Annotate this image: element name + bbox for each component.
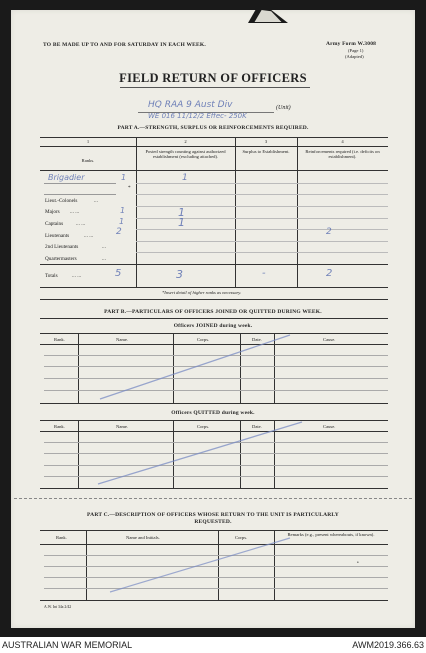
part-a-number-rule [40,146,388,147]
col-header-posted: Posted strength counting against authorized establishment (excluding attached). [145,149,226,160]
joined-col-rank: Rank. [54,337,65,342]
totals-estab: 5 [115,268,122,279]
part-b-heading: PART B.—PARTICULARS OF OFFICERS JOINED OR QUITTED DURING WEEK. [104,309,322,315]
quitted-title: Officers QUITTED during week. [171,410,255,416]
page-title: FIELD RETURN OF OFFICERS [119,71,307,85]
fold-dashed-line [14,498,412,499]
form-number: Army Form W.3008 [326,41,377,47]
header-instruction: TO BE MADE UP TO AND FOR SATURDAY IN EACH WEEK. [43,42,206,48]
rank-write-line [44,183,116,184]
quitted-strike-line [40,420,390,490]
estab-value: 1 [121,173,127,182]
row-rule-strong [40,264,388,265]
col-header-ranks: Ranks. [81,158,95,163]
row-rule [136,194,388,195]
col-num-2: 2 [184,139,187,144]
unit-handwritten-1: HQ RAA 9 Aust Div [148,100,233,110]
part-c-mark: • [357,561,359,566]
row-rule [136,183,388,184]
col-num-4: 4 [341,139,344,144]
part-a-heading: PART A.—STRENGTH, SURPLUS OR REINFORCEMENTS REQUIRED. [117,125,309,131]
totals-posted: 3 [176,268,183,281]
part-c-heading-2: REQUESTED. [194,519,232,525]
part-a-bottom-rule [40,287,388,288]
dots: ... ... [72,273,82,279]
posted-value: 1 [178,216,185,229]
rank-captains: Captains [45,221,64,227]
joined-strike-line [40,333,390,405]
estab-value: 2 [116,227,122,237]
dots: ... ... [76,221,86,227]
reinf-value: 2 [326,227,332,237]
row-rule [136,206,388,207]
dots: ... [94,198,98,204]
posted-value: 1 [178,206,185,219]
totals-reinf: 2 [326,268,333,279]
joined-col-cause: Cause. [323,337,336,342]
quitted-col-date: Date. [252,424,262,429]
totals-surplus: - [262,268,266,279]
col-num-3: 3 [264,139,268,144]
joined-col-corps: Corps. [197,337,210,342]
totals-label: Totals [45,273,58,279]
quitted-col-rank: Rank. [54,424,65,429]
rank-majors: Majors [45,209,60,215]
dots: ... ... [84,233,94,239]
quitted-col-corps: Corps. [197,424,210,429]
row-rule [136,218,388,219]
rank-asterisk: * [128,185,131,191]
part-b-top-rule [40,318,388,319]
title-underline [120,87,310,88]
part-c-col-corps: Corps. [235,535,248,540]
joined-title: Officers JOINED during week. [173,323,253,329]
dots: ... [102,244,106,250]
col-header-reinforcements: Reinforcements required (i.e. deficits on establishment). [305,149,380,160]
part-c-strike-line [40,530,390,602]
part-a-header-rule [40,170,388,171]
col-num-1: 1 [86,139,90,144]
part-c-col-rank: Rank. [56,535,67,540]
footer-institution: AUSTRALIAN WAR MEMORIAL [2,640,133,650]
part-c-col-name: Name and Initials. [126,535,160,540]
rank-write-line-2 [44,194,116,195]
row-rule [136,229,388,230]
part-a-top-rule [40,137,388,138]
rank-2nd-lieutenants: 2nd Lieutenants [45,244,79,250]
part-c-col-remarks: Remarks (e.g., present whereabouts, if known). [287,532,375,537]
col-header-surplus: Surplus to Establishment. [242,149,290,154]
posted-value: 1 [182,173,188,183]
dots: ... [102,256,106,262]
row-rule [136,241,388,242]
footer-accession: AWM2019.366.63 [352,640,424,650]
quitted-col-cause: Cause. [323,424,336,429]
form-adapted: (Adapted) [345,54,364,59]
row-rule [136,252,388,253]
estab-value: 1 [120,206,126,215]
printer-code: A.W. Int 34a 2/42 [44,605,72,609]
part-a-end-rule [40,299,388,300]
unit-handwritten-2: WE 016 11/12/2 Effec- 250K [148,112,247,120]
part-c-heading-1: PART C.—DESCRIPTION OF OFFICERS WHOSE RETURN TO THE UNIT IS PARTICULARLY [87,512,339,518]
part-a-footnote: *Insert detail of higher ranks as necessary. [162,290,242,295]
rank-quartermasters: Quartermasters [45,256,77,262]
estab-value: 1 [119,217,125,226]
joined-col-date: Date. [252,337,262,342]
rank-handwritten: Brigadier [48,173,85,182]
dots: ... ... [70,209,80,215]
rank-lieutenants: Lieutenants [45,233,70,239]
joined-col-name: Name. [116,337,129,342]
form-page: (Page 1) [348,48,364,53]
rank-lieut-colonels: Lieut.-Colonels [45,198,78,204]
quitted-col-name: Name. [116,424,129,429]
unit-label: (Unit) [276,105,291,111]
